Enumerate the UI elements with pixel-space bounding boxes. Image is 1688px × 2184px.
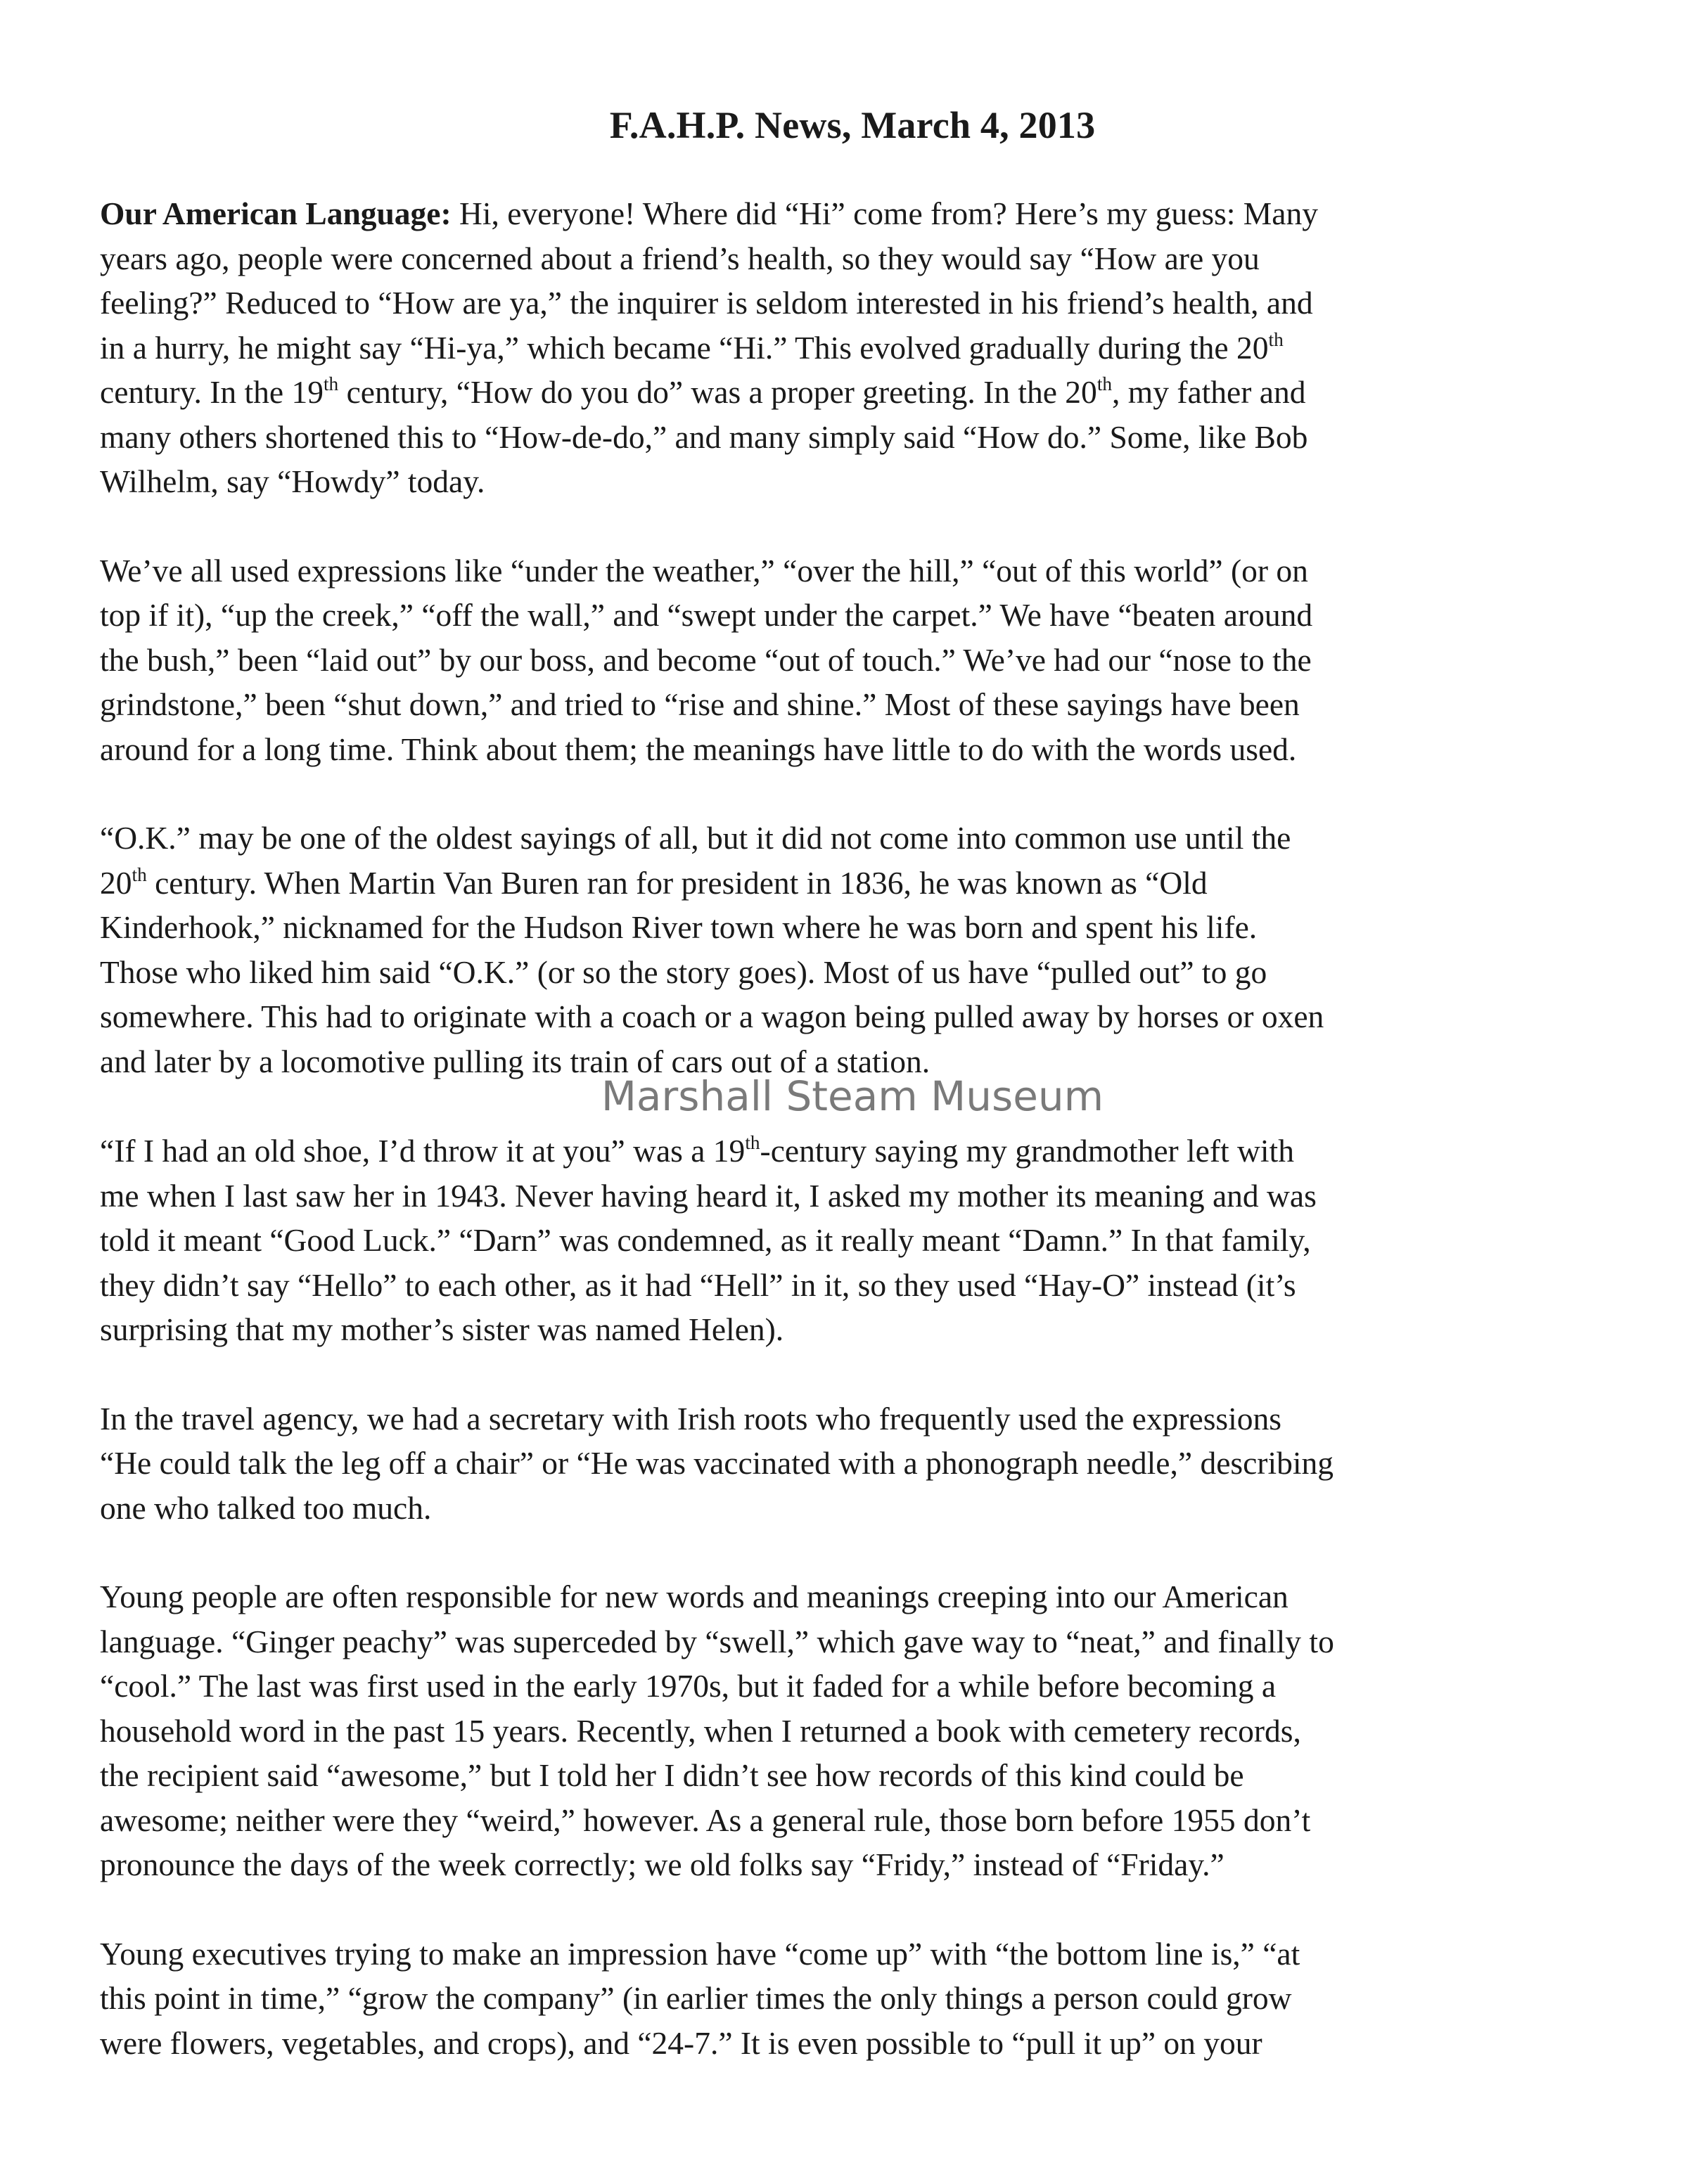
paragraph-travel-agency: In the travel agency, we had a secretary with Irish roots who frequently used the expressions “He could talk the leg off a chair” or “He was vaccinated with a phonograph needle,” describing one who talked too much. xyxy=(100,1400,1334,1526)
page-title: F.A.H.P. News, March 4, 2013 xyxy=(609,104,1096,146)
paragraph-hi-greeting: Our American Language: Hi, everyone! Where did “Hi” come from? Here’s my guess: Many years ago, people were concerned about a friend’s health, so they would say “How are you feeling?” Reduced to “How are ya,” the inquirer is seldom interested in his friend’s health, and in a hurry, he might say “Hi-ya,” which became “Hi.” This evolved gradually during the 20th century. In the 19th century, “How do you do” was a proper greeting. In the 20th, my father and many others shortened this to “How-de-do,” and many simply said “How do.” Some, like Bob Wilhelm, say “Howdy” today. xyxy=(100,195,1318,499)
paragraph-expressions: We’ve all used expressions like “under the weather,” “over the hill,” “out of this world” (or on top if it), “up the creek,” “off the wall,” and “swept under the carpet.” We have “beaten around the bush,” been “laid out” by our boss, and become “out of touch.” We’ve had our “nose to the grindstone,” been “shut down,” and tried to “rise and shine.” Most of these sayings have been around for a long time. Think about them; the meanings have little to do with the words used. xyxy=(100,552,1313,767)
watermark: Marshall Steam Museum xyxy=(601,1072,1104,1120)
paragraph-young-people: Young people are often responsible for new words and meanings creeping into our American language. “Ginger peachy” was superceded by “swell,” which gave way to “neat,” and finally to “cool.” The last was first used in the early 1970s, but it faded for a while before becoming a household word in the past 15 years. Recently, when I returned a book with cemetery records, the recipient said “awesome,” but I told her I didn’t see how records of this kind could be awesome; neither were they “weird,” however. As a general rule, those born before 1955 don’t pronounce the days of the week correctly; we old folks say “Fridy,” instead of “Friday.” xyxy=(100,1579,1334,1882)
paragraph-executives: Young executives trying to make an impression have “come up” with “the bottom line is,” “at this point in time,” “grow the company” (in earlier times the only things a person could grow were flowers, vegetables, and crops), and “24-7.” It is even possible to “pull it up” on your xyxy=(100,1935,1300,2061)
section-heading: Our American Language: xyxy=(100,195,452,231)
newsletter-page xyxy=(100,98,1605,2109)
paragraph-ok: “O.K.” may be one of the oldest sayings of all, but it did not come into common use until the 20th century. When Martin Van Buren ran for president in 1836, he was known as “Old Kinderhook,” nicknamed for the Hudson River town where he was born and spent his life. Those who liked him said “O.K.” (or so the story goes). Most of us have “pulled out” to go somewhere. This had to originate with a coach or a wagon being pulled away by horses or oxen and later by a locomotive pulling its train of cars out of a station. xyxy=(100,820,1324,1079)
paragraph-old-shoe: “If I had an old shoe, I’d throw it at you” was a 19th-century saying my grandmother left with me when I last saw her in 1943. Never having heard it, I asked my mother its meaning and was told it meant “Good Luck.” “Darn” was condemned, as it really meant “Damn.” In that family, they didn’t say “Hello” to each other, as it had “Hell” in it, so they used “Hay-O” instead (it’s surprising that my mother’s sister was named Helen). xyxy=(100,1132,1317,1347)
